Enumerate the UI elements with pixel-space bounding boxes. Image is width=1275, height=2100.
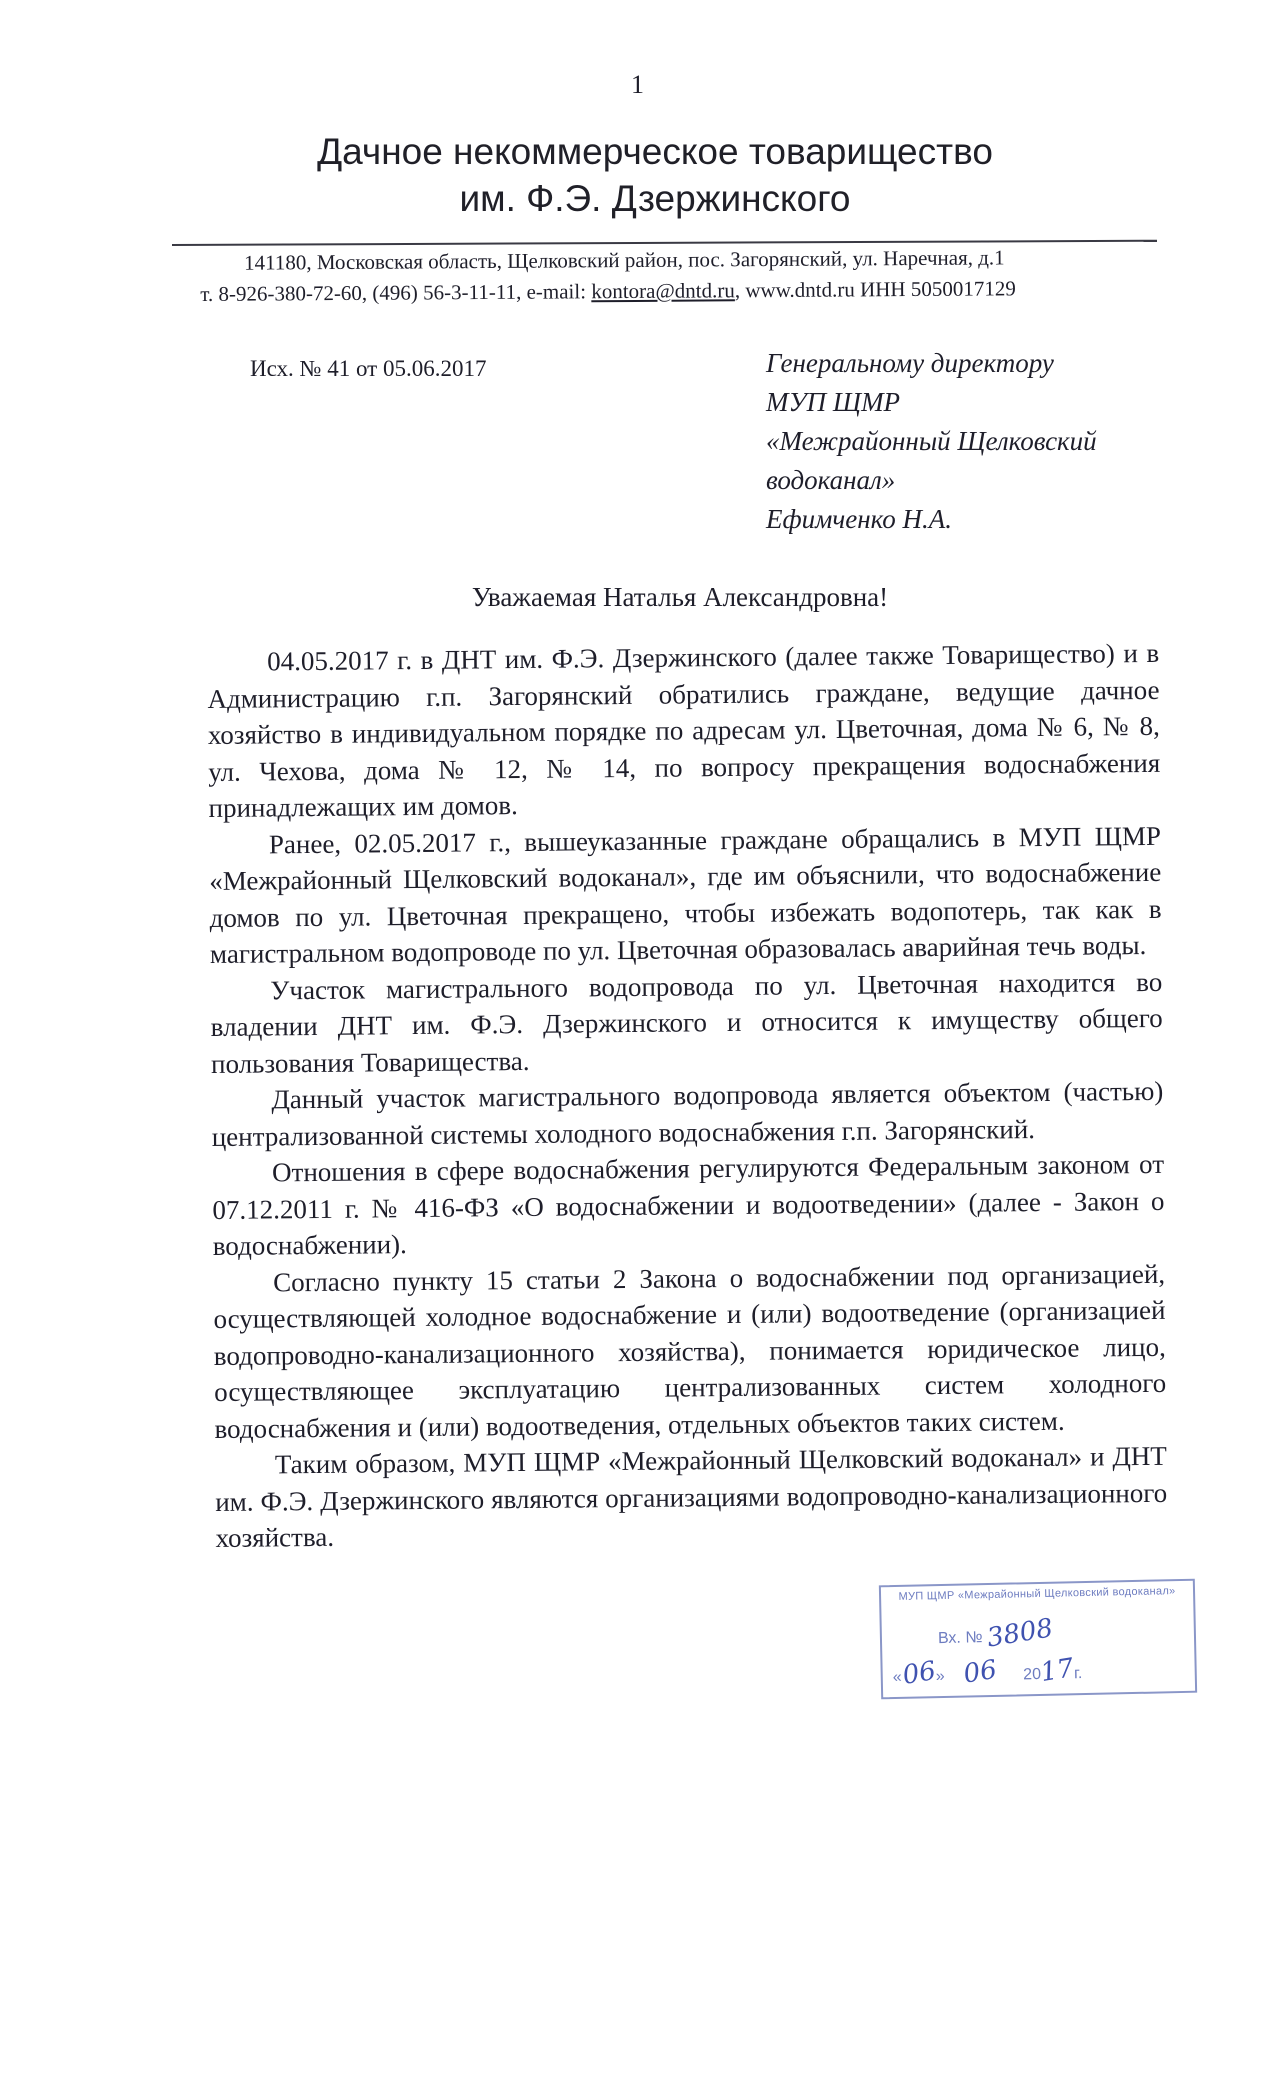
org-title-line2: им. Ф.Э. Дзержинского: [459, 178, 851, 219]
stamp-year-unit: г.: [1073, 1665, 1083, 1683]
stamp-year-suffix: 17: [1038, 1653, 1077, 1689]
postal-address: 141180, Московская область, Щелковский район, пос. Загорянский, ул. Наречная, д.1: [244, 245, 1005, 275]
recipient-line4: водоканал»: [766, 465, 896, 495]
website-inn: , www.dntd.ru ИНН 5050017129: [734, 276, 1016, 303]
recipient-line3: «Межрайонный Щелковский: [766, 426, 1097, 456]
stamp-day: 06: [900, 1656, 938, 1691]
stamp-in-label: Вх. №: [937, 1629, 983, 1648]
salutation: Уважаемая Наталья Александровна!: [471, 582, 889, 612]
incoming-registration-stamp: [879, 1579, 1197, 1700]
stamp-month: 06: [961, 1654, 999, 1690]
body-paragraph: Ранее, 02.05.2017 г., вышеуказанные граждане обращались в МУП ЩМР «Межрайонный Щелковский водоканал», где им объяснили, что водоснабжение домов по ул. Цветочная прекращено, чтобы избежать водопотерь, так как в магистральном водопроводе по ул. Цветочная образовалась аварийная течь воды.: [209, 820, 1162, 969]
body-paragraph: Отношения в сфере водоснабжения регулируются Федеральным законом от 07.12.2011 г. № 416-ФЗ «О водоснабжении и водоотведении» (далее - Закон о водоснабжении).: [212, 1148, 1165, 1261]
recipient-block: [766, 344, 1097, 539]
stamp-date-row: «06» 06 2017г.: [892, 1653, 1083, 1691]
stamp-incoming-row: [882, 1614, 1251, 1652]
body-paragraph: Таким образом, МУП ЩМР «Межрайонный Щелковский водоканал» и ДНТ им. Ф.Э. Дзержинского являются организациями водопроводно-канализационного хозяйства.: [215, 1440, 1168, 1553]
letterhead-contacts: [200, 241, 1160, 310]
letter-body: [207, 635, 1168, 1557]
body-paragraph: Согласно пункту 15 статьи 2 Закона о водоснабжении под организацией, осуществляющей холодное водоснабжение и (или) водоотведение (организацией водопроводно-канализационного хозяйства), понимается юридическое лицо, осуществляющее эксплуатацию централизованных систем холодного водоснабжения и (или) водоотведения, отдельных объектов таких систем.: [213, 1258, 1167, 1444]
page-number: 1: [631, 70, 644, 99]
body-paragraph: 04.05.2017 г. в ДНТ им. Ф.Э. Дзержинского (далее также Товарищество) и в Администрацию г.п. Загорянский обратились граждане, ведущие дачное хозяйство в индивидуальном порядке по адресам ул. Цветочная, дома № 6, № 8, ул. Чехова, дома № 12, № 14, по вопросу прекращения водоснабжения принадлежащих им домов.: [207, 637, 1161, 823]
outgoing-reference: Исх. № 41 от 05.06.2017: [250, 356, 487, 381]
stamp-in-number: 3808: [984, 1613, 1056, 1654]
org-title-line1: Дачное некоммерческое товарищество: [317, 131, 993, 172]
phone-numbers: т. 8-926-380-72-60, (496) 56-3-11-11, e-mail:: [200, 279, 592, 306]
recipient-line5: Ефимченко Н.А.: [766, 504, 952, 534]
stamp-organization: МУП ЩМР «Межрайонный Щелковский водоканал»: [898, 1585, 1176, 1603]
recipient-line2: МУП ЩМР: [766, 387, 901, 417]
stamp-year-prefix: 20: [1023, 1665, 1042, 1684]
recipient-line1: Генеральному директору: [766, 348, 1054, 378]
contact-line: [200, 272, 1160, 310]
body-paragraph: Данный участок магистрального водопровода является объектом (частью) централизованной системы холодного водоснабжения г.п. Загорянский.: [211, 1075, 1164, 1152]
organization-title: [0, 128, 1275, 222]
email-link[interactable]: kontora@dntd.ru: [591, 278, 735, 304]
body-paragraph: Участок магистрального водопровода по ул. Цветочная находится во владении ДНТ им. Ф.Э. Дзержинского и относится к имуществу общего пользования Товарищества.: [210, 966, 1163, 1079]
